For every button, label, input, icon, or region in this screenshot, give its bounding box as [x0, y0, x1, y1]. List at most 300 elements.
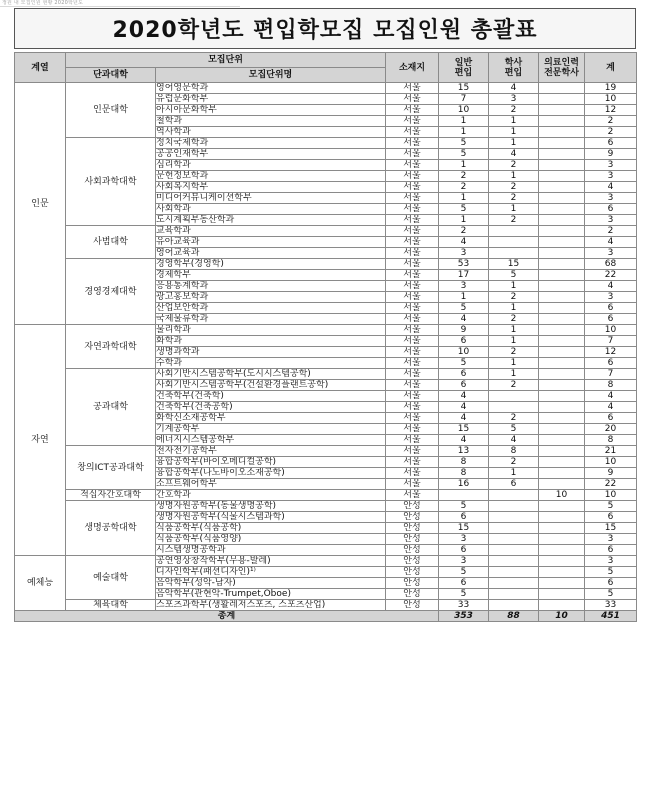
unit-name-cell: 물리학과 [156, 325, 386, 336]
table-row [15, 325, 637, 336]
bachelor-count-cell: 1 [489, 325, 539, 336]
total-count-cell: 6 [585, 512, 637, 523]
unit-name-cell: 스포츠과학부(생활레저스포츠, 스포츠산업) [156, 600, 386, 611]
medical-count-cell [539, 589, 585, 600]
total-count-cell: 3 [585, 171, 637, 182]
bachelor-count-cell: 4 [489, 149, 539, 160]
bachelor-count-cell: 1 [489, 281, 539, 292]
general-count-cell: 5 [439, 501, 489, 512]
general-count-cell: 4 [439, 402, 489, 413]
header-medical [539, 53, 585, 83]
medical-count-cell [539, 391, 585, 402]
bachelor-count-cell: 1 [489, 116, 539, 127]
general-count-cell: 53 [439, 259, 489, 270]
unit-name-cell: 건축학부(건축학) [156, 391, 386, 402]
general-count-cell: 3 [439, 248, 489, 259]
unit-name-cell: 사회기반시스템공학부(건설환경플랜트공학) [156, 380, 386, 391]
total-count-cell: 15 [585, 523, 637, 534]
medical-count-cell [539, 292, 585, 303]
bachelor-count-cell [489, 600, 539, 611]
medical-count-cell [539, 457, 585, 468]
medical-count-cell [539, 149, 585, 160]
title-box [14, 8, 636, 49]
unit-name-cell: 도시계획부동산학과 [156, 215, 386, 226]
campus-cell: 서울 [386, 182, 439, 193]
general-count-cell: 1 [439, 160, 489, 171]
group-cell: 인문 [15, 83, 66, 325]
general-count-cell: 2 [439, 171, 489, 182]
bachelor-count-cell [489, 567, 539, 578]
unit-name-cell: 공연영상창작학부(무용-발레) [156, 556, 386, 567]
campus-cell: 안성 [386, 600, 439, 611]
bachelor-count-cell [489, 512, 539, 523]
general-count-cell: 15 [439, 523, 489, 534]
medical-count-cell [539, 193, 585, 204]
medical-count-cell [539, 83, 585, 94]
total-count-cell: 3 [585, 248, 637, 259]
general-count-cell: 1 [439, 116, 489, 127]
header-bachelor-line1: 학사 [504, 57, 523, 68]
total-count-cell: 3 [585, 160, 637, 171]
general-count-cell: 6 [439, 545, 489, 556]
medical-count-cell [539, 380, 585, 391]
unit-name-cell: 간호학과 [156, 490, 386, 501]
medical-count-cell [539, 105, 585, 116]
header-group: 계열 [15, 53, 66, 83]
total-count-cell: 10 [585, 457, 637, 468]
unit-name-cell: 공공인재학부 [156, 149, 386, 160]
medical-count-cell [539, 127, 585, 138]
bachelor-count-cell [489, 248, 539, 259]
campus-cell: 안성 [386, 567, 439, 578]
total-count-cell: 8 [585, 435, 637, 446]
table-row [15, 259, 637, 270]
total-count-cell: 6 [585, 413, 637, 424]
unit-name-cell: 전자전기공학부 [156, 446, 386, 457]
medical-count-cell [539, 523, 585, 534]
campus-cell: 서울 [386, 292, 439, 303]
unit-name-cell: 영어교육과 [156, 248, 386, 259]
bachelor-count-cell: 1 [489, 358, 539, 369]
general-count-cell: 10 [439, 105, 489, 116]
campus-cell: 서울 [386, 171, 439, 182]
general-count-cell: 1 [439, 215, 489, 226]
general-count-cell: 8 [439, 468, 489, 479]
medical-count-cell [539, 182, 585, 193]
medical-count-cell [539, 281, 585, 292]
total-count-cell: 33 [585, 600, 637, 611]
header-bachelor [489, 53, 539, 83]
college-cell: 사범대학 [66, 226, 156, 259]
medical-count-cell [539, 138, 585, 149]
general-count-cell [439, 490, 489, 501]
unit-name-cell: 화학과 [156, 336, 386, 347]
total-count-cell: 6 [585, 545, 637, 556]
general-count-cell: 6 [439, 369, 489, 380]
bachelor-count-cell [489, 523, 539, 534]
campus-cell: 서울 [386, 347, 439, 358]
unit-name-cell: 교육학과 [156, 226, 386, 237]
bachelor-count-cell: 15 [489, 259, 539, 270]
campus-cell: 서울 [386, 303, 439, 314]
table-row [15, 501, 637, 512]
unit-name-cell: 수학과 [156, 358, 386, 369]
total-count-cell: 10 [585, 490, 637, 501]
total-count-cell: 4 [585, 281, 637, 292]
college-cell: 예술대학 [66, 556, 156, 600]
general-count-cell: 15 [439, 424, 489, 435]
bachelor-count-cell: 2 [489, 292, 539, 303]
general-count-cell: 10 [439, 347, 489, 358]
header-general-line2: 편입 [454, 67, 473, 78]
unit-name-cell: 건축학부(건축공학) [156, 402, 386, 413]
bachelor-count-cell [489, 237, 539, 248]
total-count-cell: 10 [585, 325, 637, 336]
unit-name-cell: 사회복지학부 [156, 182, 386, 193]
general-count-cell: 4 [439, 391, 489, 402]
total-count-cell: 9 [585, 149, 637, 160]
medical-count-cell [539, 226, 585, 237]
unit-name-cell: 응용통계학과 [156, 281, 386, 292]
unit-name-cell: 정치국제학과 [156, 138, 386, 149]
medical-count-cell [539, 479, 585, 490]
totals-total: 451 [585, 611, 637, 622]
medical-count-cell [539, 248, 585, 259]
total-count-cell: 4 [585, 237, 637, 248]
total-count-cell: 6 [585, 303, 637, 314]
table-row [15, 83, 637, 94]
college-cell: 체육대학 [66, 600, 156, 611]
unit-name-cell: 생명자원공학부(동물생명공학) [156, 501, 386, 512]
medical-count-cell [539, 336, 585, 347]
medical-count-cell [539, 413, 585, 424]
totals-medical: 10 [539, 611, 585, 622]
general-count-cell: 4 [439, 237, 489, 248]
total-count-cell: 2 [585, 116, 637, 127]
unit-name-cell: 철학과 [156, 116, 386, 127]
college-cell: 창의ICT공과대학 [66, 446, 156, 490]
medical-count-cell [539, 567, 585, 578]
unit-name-cell: 사회기반시스템공학부(도시시스템공학) [156, 369, 386, 380]
bachelor-count-cell: 2 [489, 380, 539, 391]
total-count-cell: 12 [585, 105, 637, 116]
total-count-cell: 22 [585, 479, 637, 490]
general-count-cell: 5 [439, 589, 489, 600]
header-college: 단과대학 [66, 68, 156, 83]
unit-name-cell: 시스템생명공학과 [156, 545, 386, 556]
general-count-cell: 5 [439, 567, 489, 578]
campus-cell: 서울 [386, 259, 439, 270]
total-count-cell: 6 [585, 578, 637, 589]
campus-cell: 서울 [386, 94, 439, 105]
group-cell: 예체능 [15, 556, 66, 611]
campus-cell: 안성 [386, 556, 439, 567]
medical-count-cell [539, 600, 585, 611]
bachelor-count-cell [489, 589, 539, 600]
campus-cell: 서울 [386, 391, 439, 402]
bachelor-count-cell [489, 402, 539, 413]
campus-cell: 서울 [386, 468, 439, 479]
total-count-cell: 21 [585, 446, 637, 457]
bachelor-count-cell: 5 [489, 270, 539, 281]
general-count-cell: 16 [439, 479, 489, 490]
bachelor-count-cell: 5 [489, 424, 539, 435]
medical-count-cell [539, 259, 585, 270]
unit-name-cell: 심리학과 [156, 160, 386, 171]
bachelor-count-cell: 1 [489, 127, 539, 138]
bachelor-count-cell: 2 [489, 105, 539, 116]
campus-cell: 서울 [386, 402, 439, 413]
bachelor-count-cell: 2 [489, 314, 539, 325]
bachelor-count-cell: 1 [489, 369, 539, 380]
bachelor-count-cell: 2 [489, 160, 539, 171]
general-count-cell: 1 [439, 193, 489, 204]
general-count-cell: 5 [439, 358, 489, 369]
unit-name-cell: 미디어커뮤니케이션학부 [156, 193, 386, 204]
college-cell: 자연과학대학 [66, 325, 156, 369]
general-count-cell: 5 [439, 149, 489, 160]
medical-count-cell [539, 468, 585, 479]
campus-cell: 서울 [386, 369, 439, 380]
college-cell: 경영경제대학 [66, 259, 156, 325]
unit-name-cell: 영어영문학과 [156, 83, 386, 94]
bachelor-count-cell [489, 534, 539, 545]
medical-count-cell [539, 94, 585, 105]
total-count-cell: 4 [585, 402, 637, 413]
campus-cell: 서울 [386, 127, 439, 138]
unit-name-cell: 아시아문화학부 [156, 105, 386, 116]
medical-count-cell [539, 424, 585, 435]
table-header [15, 53, 637, 83]
campus-cell: 서울 [386, 116, 439, 127]
college-cell: 인문대학 [66, 83, 156, 138]
unit-name-cell: 광고홍보학과 [156, 292, 386, 303]
admission-table [14, 52, 637, 622]
total-count-cell: 8 [585, 380, 637, 391]
bachelor-count-cell [489, 578, 539, 589]
unit-name-cell: 융합공학부(바이오메디컬공학) [156, 457, 386, 468]
page-title: 2020학년도 편입학모집 모집인원 총괄표 [112, 18, 538, 43]
header-general-line1: 일반 [454, 57, 473, 68]
college-cell: 적십자간호대학 [66, 490, 156, 501]
general-count-cell: 13 [439, 446, 489, 457]
unit-name-cell: 산업보안학과 [156, 303, 386, 314]
campus-cell: 안성 [386, 523, 439, 534]
totals-bachelor: 88 [489, 611, 539, 622]
table-row [15, 600, 637, 611]
unit-name-cell: 음악학부(성악-남자) [156, 578, 386, 589]
medical-count-cell: 10 [539, 490, 585, 501]
campus-cell: 안성 [386, 545, 439, 556]
campus-cell: 서울 [386, 413, 439, 424]
bachelor-count-cell [489, 391, 539, 402]
total-count-cell: 5 [585, 567, 637, 578]
bachelor-count-cell: 1 [489, 204, 539, 215]
totals-general: 353 [439, 611, 489, 622]
bachelor-count-cell: 2 [489, 193, 539, 204]
general-count-cell: 3 [439, 534, 489, 545]
header-medical-line1: 의료인력 [544, 57, 579, 68]
medical-count-cell [539, 314, 585, 325]
header-medical-line2: 전문학사 [544, 67, 579, 78]
campus-cell: 안성 [386, 512, 439, 523]
general-count-cell: 17 [439, 270, 489, 281]
campus-cell: 서울 [386, 270, 439, 281]
unit-name-cell: 유럽문화학부 [156, 94, 386, 105]
campus-cell: 서울 [386, 193, 439, 204]
bachelor-count-cell: 2 [489, 215, 539, 226]
general-count-cell: 15 [439, 83, 489, 94]
totals-label: 총계 [15, 611, 439, 622]
campus-cell: 서울 [386, 83, 439, 94]
campus-cell: 서울 [386, 226, 439, 237]
medical-count-cell [539, 578, 585, 589]
campus-cell: 서울 [386, 248, 439, 259]
header-general [439, 53, 489, 83]
medical-count-cell [539, 204, 585, 215]
general-count-cell: 5 [439, 138, 489, 149]
general-count-cell: 3 [439, 556, 489, 567]
general-count-cell: 9 [439, 325, 489, 336]
bachelor-count-cell: 1 [489, 468, 539, 479]
general-count-cell: 7 [439, 94, 489, 105]
bachelor-count-cell [489, 556, 539, 567]
bachelor-count-cell [489, 545, 539, 556]
total-count-cell: 4 [585, 391, 637, 402]
unit-name-cell: 국제물류학과 [156, 314, 386, 325]
total-count-cell: 68 [585, 259, 637, 270]
total-count-cell: 6 [585, 138, 637, 149]
general-count-cell: 2 [439, 226, 489, 237]
general-count-cell: 6 [439, 512, 489, 523]
table-row [15, 369, 637, 380]
medical-count-cell [539, 116, 585, 127]
total-count-cell: 3 [585, 193, 637, 204]
campus-cell: 서울 [386, 336, 439, 347]
unit-name-cell: 음악학부(관현악-Trumpet,Oboe) [156, 589, 386, 600]
campus-cell: 안성 [386, 578, 439, 589]
general-count-cell: 4 [439, 314, 489, 325]
general-count-cell: 3 [439, 281, 489, 292]
bachelor-count-cell: 6 [489, 479, 539, 490]
table-row [15, 226, 637, 237]
bachelor-count-cell: 1 [489, 138, 539, 149]
campus-cell: 서울 [386, 435, 439, 446]
bachelor-count-cell: 4 [489, 83, 539, 94]
total-count-cell: 19 [585, 83, 637, 94]
table-row [15, 138, 637, 149]
total-count-cell: 3 [585, 556, 637, 567]
campus-cell: 서울 [386, 446, 439, 457]
campus-cell: 서울 [386, 325, 439, 336]
general-count-cell: 6 [439, 380, 489, 391]
medical-count-cell [539, 402, 585, 413]
general-count-cell: 6 [439, 336, 489, 347]
medical-count-cell [539, 160, 585, 171]
total-count-cell: 9 [585, 468, 637, 479]
table-row [15, 446, 637, 457]
totals-row [15, 611, 637, 622]
header-bachelor-line2: 편입 [504, 67, 523, 78]
general-count-cell: 6 [439, 578, 489, 589]
bachelor-count-cell: 4 [489, 435, 539, 446]
campus-cell: 서울 [386, 479, 439, 490]
general-count-cell: 2 [439, 182, 489, 193]
medical-count-cell [539, 347, 585, 358]
unit-name-cell: 식품공학부(식품영양) [156, 534, 386, 545]
medical-count-cell [539, 325, 585, 336]
bachelor-count-cell: 8 [489, 446, 539, 457]
campus-cell: 서울 [386, 314, 439, 325]
medical-count-cell [539, 358, 585, 369]
general-count-cell: 33 [439, 600, 489, 611]
total-count-cell: 5 [585, 589, 637, 600]
total-count-cell: 7 [585, 336, 637, 347]
bachelor-count-cell: 2 [489, 182, 539, 193]
medical-count-cell [539, 303, 585, 314]
campus-cell: 서울 [386, 424, 439, 435]
unit-name-cell: 화학신소재공학부 [156, 413, 386, 424]
college-cell: 생명공학대학 [66, 501, 156, 556]
unit-name-cell: 생명과학과 [156, 347, 386, 358]
total-count-cell: 2 [585, 127, 637, 138]
unit-name-cell: 소프트웨어학부 [156, 479, 386, 490]
medical-count-cell [539, 215, 585, 226]
campus-cell: 안성 [386, 534, 439, 545]
total-count-cell: 3 [585, 215, 637, 226]
total-count-cell: 10 [585, 94, 637, 105]
general-count-cell: 5 [439, 303, 489, 314]
unit-name-cell: 사회학과 [156, 204, 386, 215]
general-count-cell: 4 [439, 435, 489, 446]
unit-name-cell: 융합공학부(나노바이오소재공학) [156, 468, 386, 479]
medical-count-cell [539, 501, 585, 512]
college-cell: 공과대학 [66, 369, 156, 446]
group-cell: 자연 [15, 325, 66, 556]
unit-name-cell: 유아교육과 [156, 237, 386, 248]
medical-count-cell [539, 512, 585, 523]
bachelor-count-cell [489, 226, 539, 237]
table-row [15, 490, 637, 501]
medical-count-cell [539, 369, 585, 380]
medical-count-cell [539, 534, 585, 545]
bachelor-count-cell: 3 [489, 94, 539, 105]
medical-count-cell [539, 556, 585, 567]
bachelor-count-cell [489, 501, 539, 512]
campus-cell: 서울 [386, 237, 439, 248]
unit-name-cell: 에너지시스템공학부 [156, 435, 386, 446]
general-count-cell: 1 [439, 127, 489, 138]
general-count-cell: 5 [439, 204, 489, 215]
total-count-cell: 5 [585, 501, 637, 512]
campus-cell: 서울 [386, 149, 439, 160]
bachelor-count-cell: 2 [489, 413, 539, 424]
campus-cell: 서울 [386, 138, 439, 149]
college-cell: 사회과학대학 [66, 138, 156, 226]
total-count-cell: 2 [585, 226, 637, 237]
bachelor-count-cell: 1 [489, 303, 539, 314]
header-unit-group: 모집단위 [66, 53, 386, 68]
campus-cell: 안성 [386, 589, 439, 600]
total-count-cell: 3 [585, 292, 637, 303]
bachelor-count-cell: 2 [489, 457, 539, 468]
medical-count-cell [539, 171, 585, 182]
header-note: 정원 내 모집인원 현황 2020학년도 [2, 0, 84, 6]
header-campus: 소재지 [386, 53, 439, 83]
unit-name-cell: 경제학부 [156, 270, 386, 281]
bachelor-count-cell: 1 [489, 171, 539, 182]
unit-name-cell: 경영학부(경영학) [156, 259, 386, 270]
